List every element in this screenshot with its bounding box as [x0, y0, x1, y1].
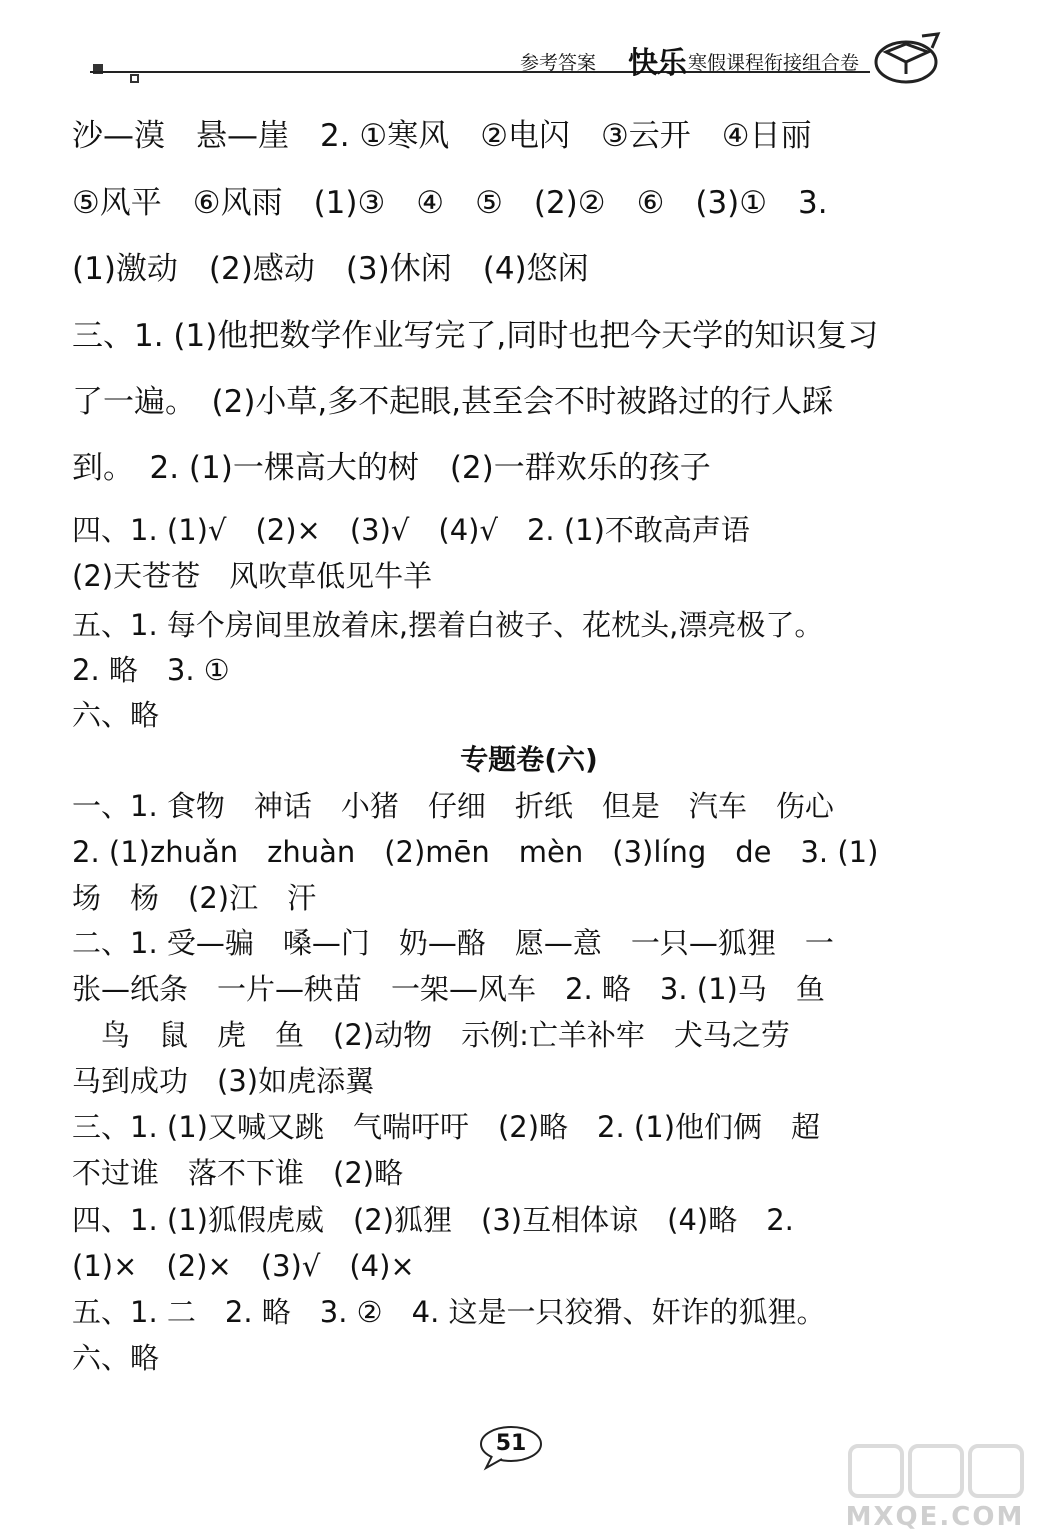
answer-line: 四、1. (1)√ (2)× (3)√ (4)√ 2. (1)不敢高声语: [72, 513, 750, 547]
answer-line: 二、1. 受—骗 嗓—门 奶—酪 愿—意 一只—狐狸 一: [72, 926, 834, 960]
answer-line: (1)激动 (2)感动 (3)休闲 (4)悠闲: [72, 251, 589, 287]
page-number-bubble: [478, 1424, 544, 1468]
answer-line: 鸟 鼠 虎 鱼 (2)动物 示例:亡羊补牢 犬马之劳: [72, 1018, 790, 1052]
answer-line: 一、1. 食物 神话 小猪 仔细 折纸 但是 汽车 伤心: [72, 789, 834, 823]
answer-line: 场 杨 (2)江 汗: [72, 881, 317, 915]
answer-line: 2. (1)zhuǎn zhuàn (2)mēn mèn (3)líng de 3. (1): [72, 835, 879, 869]
answer-line: 四、1. (1)狐假虎威 (2)狐狸 (3)互相体谅 (4)略 2.: [72, 1203, 794, 1237]
answer-line: ⑤风平 ⑥风雨 (1)③ ④ ⑤ (2)② ⑥ (3)① 3.: [72, 185, 828, 221]
header-reference-label: 参考答案: [520, 52, 597, 74]
answer-line: 2. 略 3. ①: [72, 653, 230, 687]
answer-line: (2)天苍苍 风吹草低见牛羊: [72, 559, 433, 593]
answer-line: 马到成功 (3)如虎添翼: [72, 1064, 375, 1098]
answer-line: 五、1. 二 2. 略 3. ② 4. 这是一只狡猾、奸诈的狐狸。: [72, 1295, 826, 1329]
answer-line: 张—纸条 一片—秧苗 一架—风车 2. 略 3. (1)马 鱼: [72, 972, 825, 1006]
answer-line: 六、略: [72, 1341, 160, 1375]
answer-line: 到。 2. (1)一棵高大的树 (2)一群欢乐的孩子: [72, 450, 711, 486]
page-number: 51: [495, 1431, 527, 1456]
answer-line: 不过谁 落不下谁 (2)略: [72, 1156, 404, 1190]
header-brand: 快乐: [628, 46, 686, 81]
answer-line: 沙—漠 悬—崖 2. ①寒风 ②电闪 ③云开 ④日丽: [72, 118, 812, 154]
answer-line: 五、1. 每个房间里放着床,摆着白被子、花枕头,漂亮极了。: [72, 608, 824, 642]
answer-line: (1)× (2)× (3)√ (4)×: [72, 1249, 415, 1283]
answer-line: 三、1. (1)又喊又跳 气喘吁吁 (2)略 2. (1)他们俩 超: [72, 1110, 821, 1144]
watermark-logo-icon: [820, 1440, 1050, 1500]
watermark: [820, 1440, 1050, 1530]
section-title: 专题卷(六): [460, 743, 598, 776]
answer-line: 三、1. (1)他把数学作业写完了,同时也把今天学的知识复习: [72, 318, 879, 354]
answer-line: 六、略: [72, 698, 160, 732]
header-series-title: 寒假课程衔接组合卷: [688, 52, 860, 74]
answer-line: 了一遍。 (2)小草,多不起眼,甚至会不时被路过的行人踩: [72, 384, 834, 420]
watermark-site: MXQE.COM: [845, 1502, 1025, 1532]
